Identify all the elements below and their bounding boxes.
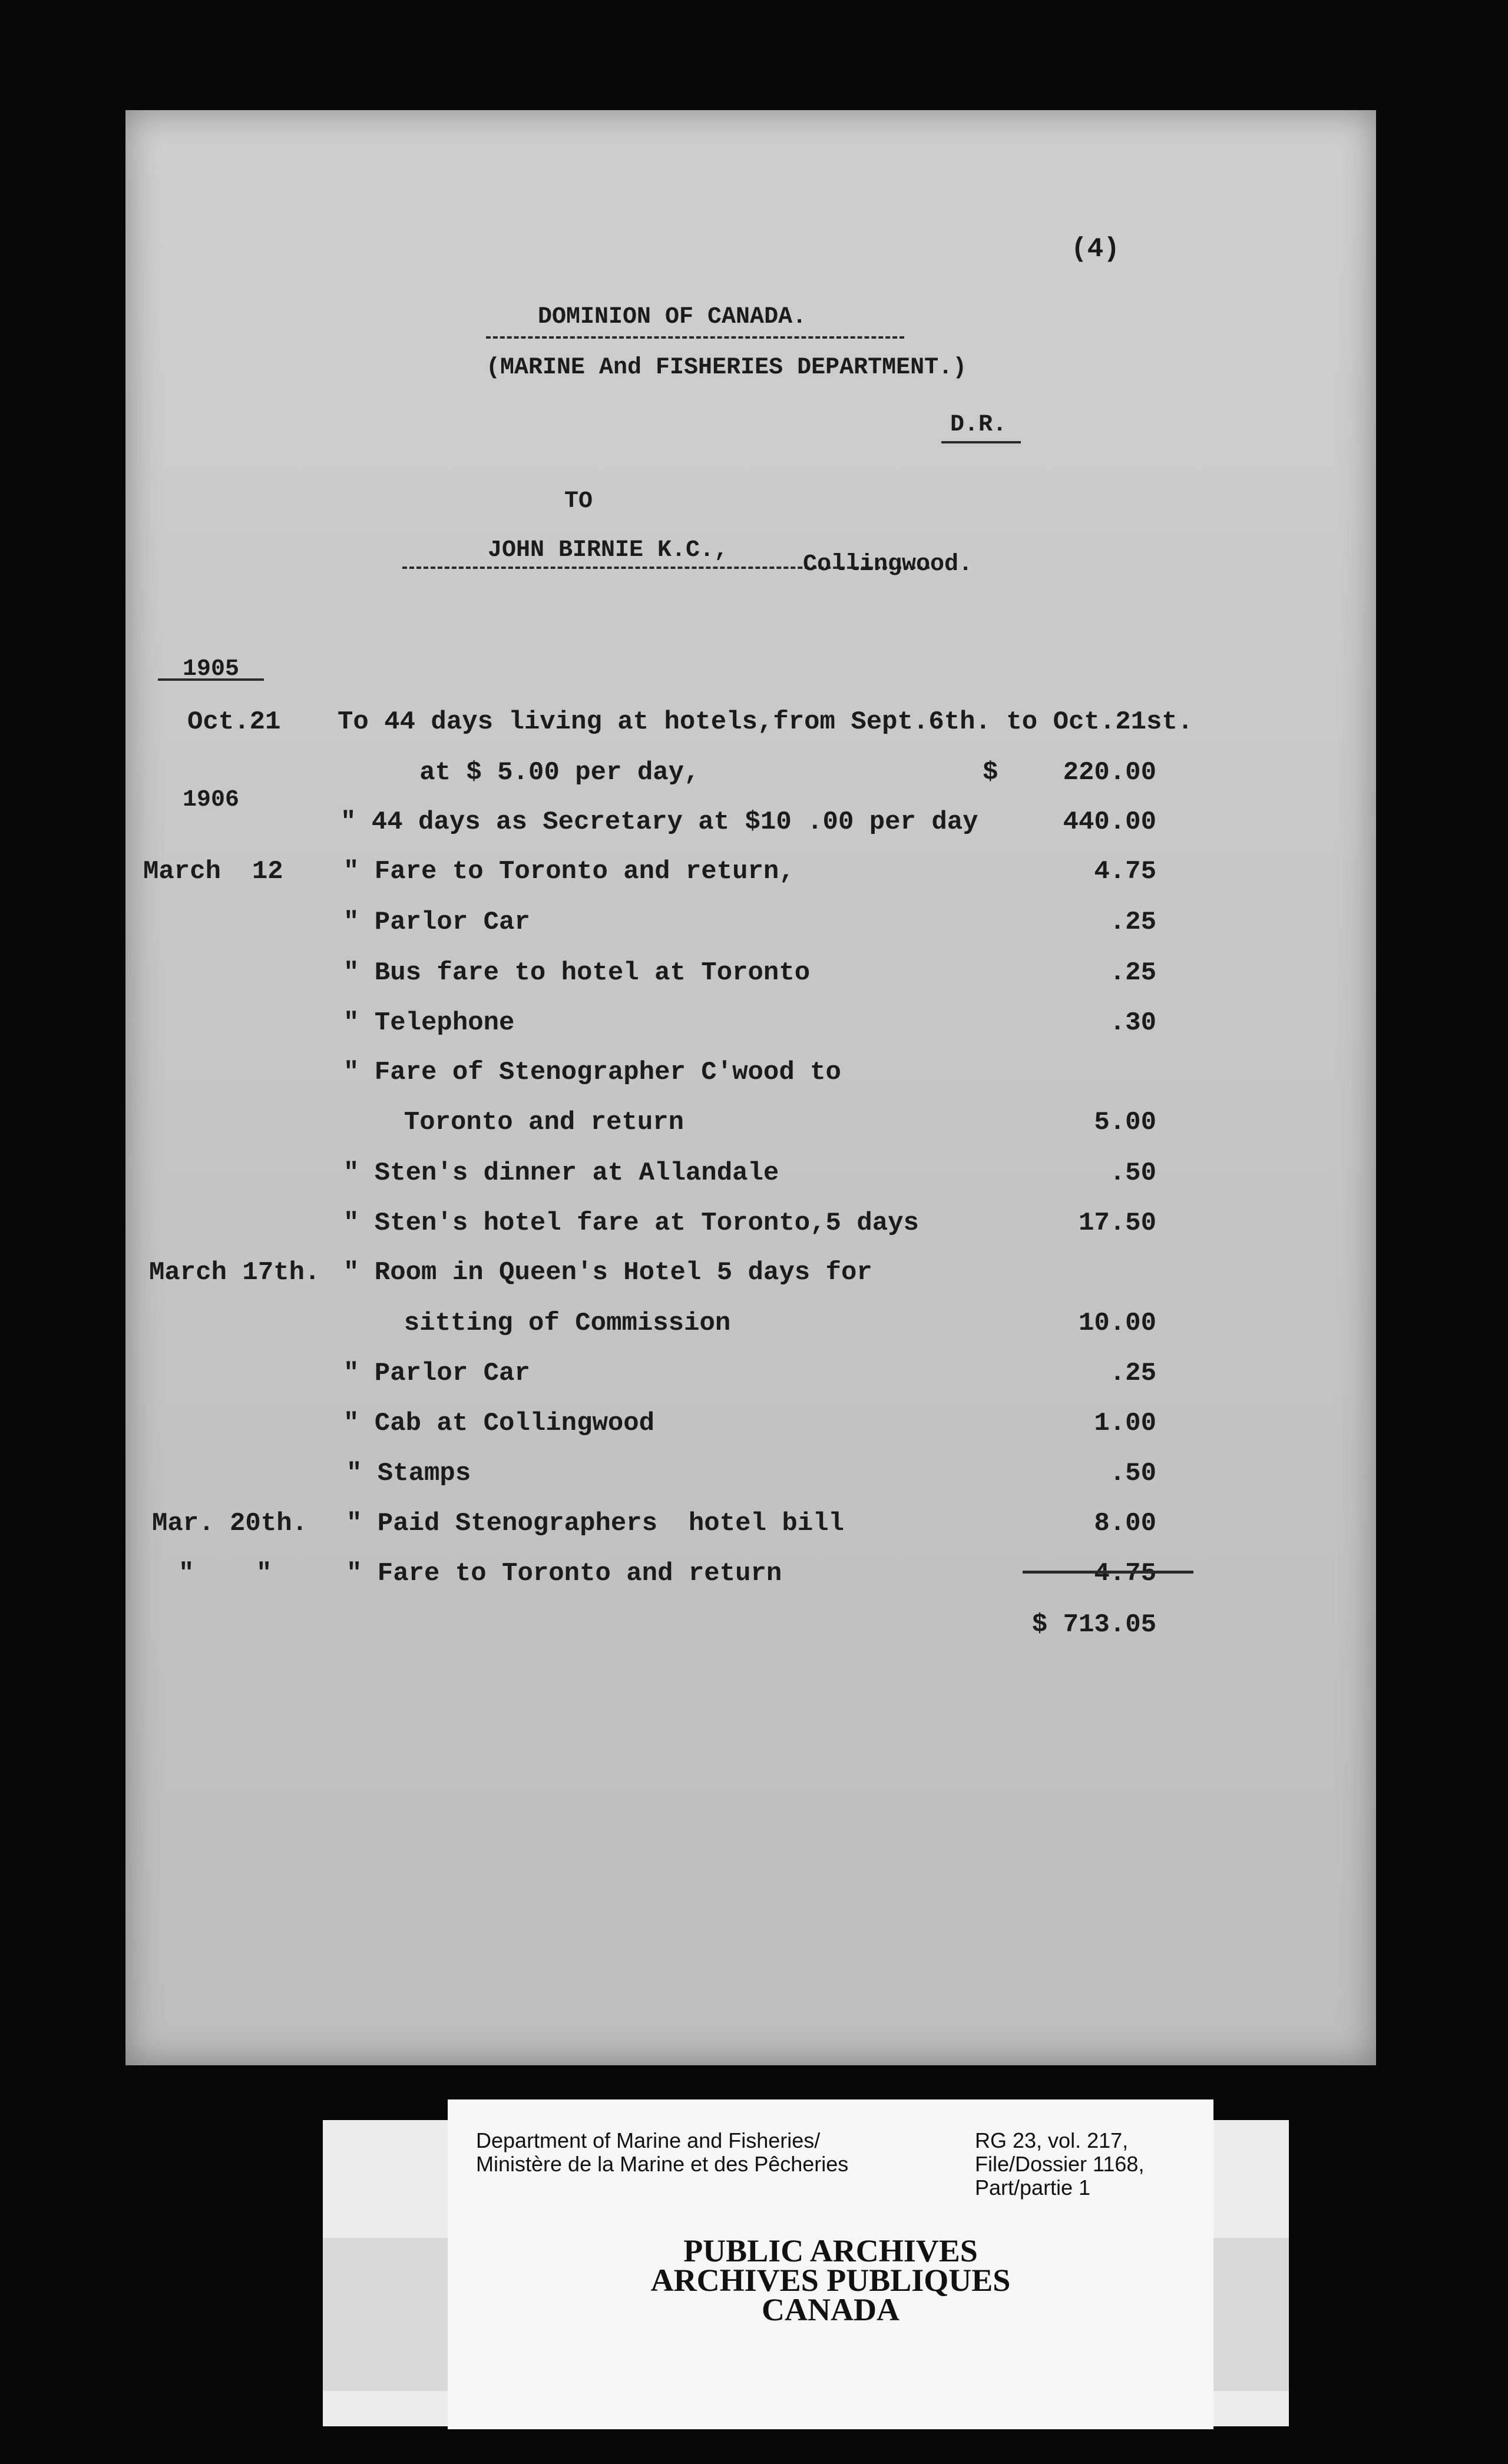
- entry-description: " Fare of Stenographer C'wood to: [343, 1058, 841, 1087]
- entry-date: March 17th.: [149, 1258, 320, 1287]
- entry-description: " Parlor Car: [343, 908, 530, 937]
- entry-amount: 1.00: [1094, 1409, 1156, 1438]
- total-amount: $ 713.05: [1031, 1610, 1156, 1640]
- archives-title-english: PUBLIC ARCHIVES: [683, 2233, 978, 2268]
- entry-description: " Bus fare to hotel at Toronto: [343, 958, 811, 988]
- archive-reference: [975, 2129, 1144, 2200]
- entry-description: " Paid Stenographers hotel bill: [346, 1509, 844, 1538]
- dr-mark: D.R.: [950, 412, 1007, 438]
- entry-date: Oct.21: [187, 707, 281, 737]
- entry-amount: .30: [1109, 1008, 1156, 1038]
- dollar-sign: $: [983, 758, 998, 787]
- entry-amount: 17.50: [1078, 1208, 1156, 1238]
- archives-title-canada: CANADA: [762, 2292, 899, 2327]
- to-label: TO: [564, 488, 593, 515]
- entry-date: " ": [178, 1559, 272, 1588]
- part-partie: Part/partie 1: [975, 2175, 1091, 2200]
- entry-date: Mar. 20th.: [152, 1509, 308, 1538]
- entry-amount: 5.00: [1094, 1108, 1156, 1137]
- year-1906: 1906: [183, 787, 240, 813]
- payee-name: JOHN BIRNIE K.C.,: [488, 537, 729, 564]
- entry-description: " Parlor Car: [343, 1359, 530, 1388]
- entry-amount: .25: [1109, 958, 1156, 988]
- department-line-french: Ministère de la Marine et des Pêcheries: [476, 2152, 849, 2176]
- total-underline: [1023, 1571, 1193, 1574]
- entry-amount: 10.00: [1078, 1309, 1156, 1338]
- entry-description: at $ 5.00 per day,: [373, 758, 700, 787]
- entry-description: sitting of Commission: [373, 1309, 731, 1338]
- entry-description: " Fare to Toronto and return: [346, 1559, 782, 1588]
- entry-description: " Sten's dinner at Allandale: [343, 1158, 779, 1188]
- entry-amount: 4.75: [1094, 857, 1156, 886]
- entry-description: " Room in Queen's Hotel 5 days for: [343, 1258, 872, 1287]
- entry-description: " Telephone: [343, 1008, 515, 1038]
- entry-amount: 440.00: [1063, 807, 1156, 837]
- entry-date: March 12: [143, 857, 283, 886]
- entry-description: " 44 days as Secretary at $10 .00 per day: [340, 807, 978, 837]
- entry-amount: .25: [1109, 908, 1156, 937]
- page-number: (4): [1071, 234, 1120, 264]
- department-credit: [476, 2129, 848, 2176]
- entry-amount: .50: [1109, 1158, 1156, 1188]
- year-underline: [158, 678, 264, 681]
- entry-amount: .50: [1109, 1459, 1156, 1488]
- entry-description: " Stamps: [346, 1459, 471, 1488]
- department-line-english: Department of Marine and Fisheries/: [476, 2128, 821, 2152]
- entry-description: " Fare to Toronto and return,: [343, 857, 795, 886]
- entry-description: " Cab at Collingwood: [343, 1409, 655, 1438]
- typed-expense-account-page: [125, 110, 1376, 2065]
- heading-dominion: DOMINION OF CANADA.: [538, 304, 807, 330]
- entry-description: To 44 days living at hotels,from Sept.6th. to Oct.21st.: [338, 707, 1193, 737]
- entry-amount: 220.00: [1063, 758, 1156, 787]
- entry-amount: 8.00: [1094, 1509, 1156, 1538]
- file-dossier: File/Dossier 1168,: [975, 2152, 1145, 2176]
- year-1905: 1905: [183, 656, 240, 683]
- heading-underline: [486, 336, 904, 339]
- entry-description: " Sten's hotel fare at Toronto,5 days: [343, 1208, 919, 1238]
- archives-title-french: ARCHIVES PUBLIQUES: [650, 2263, 1011, 2298]
- entry-description: Toronto and return: [373, 1108, 684, 1137]
- dr-underline: [941, 441, 1021, 443]
- entry-amount: 4.75: [1094, 1559, 1156, 1588]
- payee-town: Collingwood.: [803, 551, 973, 578]
- record-group: RG 23, vol. 217,: [975, 2128, 1129, 2152]
- heading-department: (MARINE And FISHERIES DEPARTMENT.): [486, 355, 967, 381]
- entry-amount: .25: [1109, 1359, 1156, 1388]
